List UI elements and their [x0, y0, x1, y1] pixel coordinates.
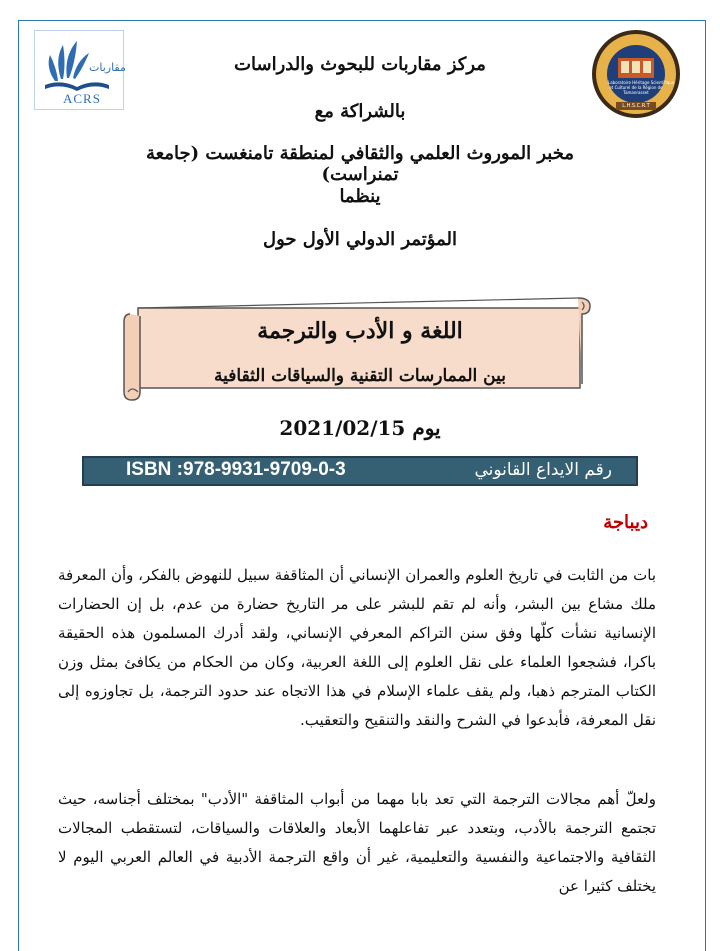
legal-deposit-label: رقم الايداع القانوني	[474, 460, 612, 480]
conference-date	[240, 416, 480, 440]
preamble-paragraph-2: ولعلّ أهم مجالات الترجمة التي تعد بابا مهما من أبواب المثاقفة "الأدب" بمختلف أجناسه، حيث تجتمع الترجمة بالأدب، وبتعدد عبر تفاعلهما الأبعاد والعلاقات والسياقات، لتستقطب المجالات الثقافية والاجتماعية والنفسية والتعليمية، غير أن واقع الترجمة الأدبية في العالم العربي اليوم لا يختلف كثيرا عن	[58, 790, 656, 895]
organizer-name: مركز مقاربات للبحوث والدراسات	[234, 54, 486, 75]
acrs-logo-arabic-text: مقاربات	[89, 61, 126, 74]
date-prefix: يوم	[412, 416, 441, 440]
conference-title: اللغة و الأدب والترجمة	[257, 318, 463, 344]
seal-inner-text-1: Laboratoire Héritage Scientifique	[608, 80, 675, 85]
seal-inner-text-2: et Culturel de la Région de	[609, 85, 663, 90]
isbn-bar	[82, 456, 638, 486]
seal-inner-text-3: Tamanrasset	[623, 90, 649, 95]
partner-lab-name: مخبر الموروث العلمي والثقافي لمنطقة تامنغست (جامعة تمنراست)	[145, 143, 575, 185]
seal-badge-text: L.H.S.C.R.T	[622, 103, 650, 109]
preamble-paragraph-1: بات من الثابت في تاريخ العلوم والعمران الإنساني أن المثاقفة سبيل للنهوض بالفكر، وأن المعرفة ملك مشاع بين البشر، وأنه لم تقم للبشر على مر التاريخ حضارة من عدم، بل إن الحضارات الإنسانية نشأت كلّها وفق سنن التراكم المعرفي الإنساني، ولقد أدرك المسلمون هذه الحقيقة باكرا، فشجعوا العلماء على نقل العلوم إلى اللغة العربية، وكان من الحكام من يكافئ بمثل وزن الكتاب المترجم ذهبا، ولم يقف علماء الإسلام في هذا الاتجاه عند حدود الترجمة، بل تجاوزوه إلى نقل المعرفة، فأبدعوا في الشرح والنقد والتنقيح والتعقيب.	[58, 566, 656, 729]
conference-subtitle: بين الممارسات التقنية والسياقات الثقافية	[214, 366, 506, 386]
organize-label: ينظما	[339, 186, 381, 207]
partnership-label: بالشراكة مع	[314, 101, 406, 122]
preamble-heading: ديباجة	[603, 512, 648, 533]
acrs-logo	[34, 30, 124, 110]
acrs-logo-text: ACRS	[63, 91, 101, 106]
date-value: 2021/02/15	[279, 416, 406, 440]
conference-intro: المؤتمر الدولي الأول حول	[263, 229, 457, 250]
isbn-value: ISBN :978-9931-9709-0-3	[126, 459, 346, 480]
laboratory-seal-logo	[590, 28, 682, 120]
